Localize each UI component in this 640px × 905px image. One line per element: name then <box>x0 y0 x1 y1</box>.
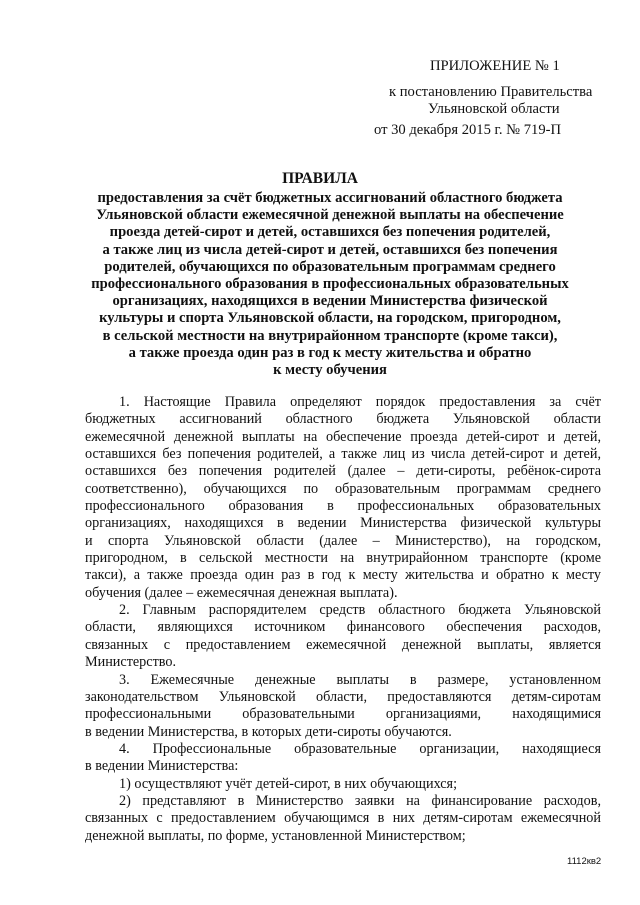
paragraph <box>85 741 601 776</box>
paragraph-line: области, являющихся источником финансового обеспечения расходов, <box>85 619 601 636</box>
paragraph-line: 2. Главным распорядителем средств областного бюджета Ульяновской <box>119 602 601 619</box>
paragraph <box>85 793 601 845</box>
paragraph-line: в ведении Министерства, в которых дети-сироты обучаются. <box>85 723 452 740</box>
paragraph-line: профессионального образования в профессиональных образовательных <box>85 498 601 515</box>
paragraph-line: ежемесячной денежной выплаты на обеспечение проезда детей-сирот и детей, <box>85 428 601 445</box>
subtitle-line: проезда детей-сирот и детей, оставшихся без попечения родителей, <box>109 224 551 241</box>
paragraph-line: оставшихся без попечения родителей (далее – дети-сироты, ребёнок-сирота <box>85 463 601 480</box>
subtitle-line: профессионального образования в профессиональных образовательных <box>91 276 569 293</box>
paragraph-line: в ведении Министерства: <box>85 758 239 775</box>
paragraph <box>85 776 601 793</box>
subtitle-line: в сельской местности на внутрирайонном транспорте (кроме такси), <box>102 327 558 344</box>
paragraph-line: 1. Настоящие Правила определяют порядок предоставления за счёт <box>119 394 601 410</box>
subtitle-line: организациях, находящихся в ведении Министерства физической <box>112 293 548 310</box>
paragraph-line: обучения (далее – ежемесячная денежная выплата). <box>85 584 398 601</box>
paragraph-line: такси), а также проезда один раз в год к месту жительства и обратно к месту <box>85 567 601 584</box>
paragraph-line: денежной выплаты, по форме, установленной Министерством; <box>85 827 466 844</box>
subtitle-line: а также лиц из числа детей-сирот и детей, оставшихся без попечения <box>102 241 558 258</box>
paragraph-line: Министерство. <box>85 654 177 671</box>
approval-reference-line: к постановлению Правительства <box>389 84 593 100</box>
paragraph-line: 2) представляют в Министерство заявки на финансирование расходов, <box>119 792 601 809</box>
document-body <box>85 394 601 845</box>
document-subtitle <box>60 190 600 379</box>
paragraph-line: пригородном, в сельской местности на внутрирайонном транспорте (кроме <box>85 550 601 567</box>
paragraph-line: связанных с предоставлением обучающимся в них детям-сиротам ежемесячной <box>85 810 601 827</box>
paragraph <box>85 394 601 602</box>
paragraph-line: связанных с предоставлением ежемесячной денежной выплаты, является <box>85 636 601 653</box>
subtitle-line: а также проезда один раз в год к месту жительства и обратно <box>128 344 532 361</box>
footer-code: 1112кв2 <box>567 856 602 867</box>
paragraph-line: оставшихся без попечения родителей, а также лиц из числа детей-сирот и детей, <box>85 446 601 463</box>
paragraph <box>85 672 601 741</box>
document-title: ПРАВИЛА <box>282 170 358 187</box>
paragraph-line: 3. Ежемесячные денежные выплаты в размере, установленном <box>119 671 601 688</box>
paragraph-line: бюджетных ассигнований областного бюджета Ульяновской области <box>85 411 601 428</box>
paragraph-line: и спорта Ульяновской области (далее – Министерство), на городском, <box>85 532 601 549</box>
paragraph-line: законодательством Ульяновской области, предоставляются детям-сиротам <box>85 688 601 705</box>
paragraph <box>85 602 601 671</box>
paragraph-line: 4. Профессиональные образовательные организации, находящиеся <box>119 740 601 757</box>
subtitle-line: предоставления за счёт бюджетных ассигнований областного бюджета <box>97 190 563 206</box>
paragraph-line: соответственно), обучающихся по образовательным программам среднего <box>85 480 601 497</box>
paragraph-line: организациях, находящихся в ведении Министерства физической культуры <box>85 515 601 532</box>
paragraph-line: 1) осуществляют учёт детей-сирот, в них обучающихся; <box>119 775 458 792</box>
subtitle-line: родителей, обучающихся по образовательным программам среднего <box>104 258 556 275</box>
subtitle-line: культуры и спорта Ульяновской области, на городском, пригородном, <box>99 310 561 327</box>
paragraph-line: профессиональными образовательными организациями, находящимися <box>85 706 601 723</box>
subtitle-line: к месту обучения <box>273 362 387 379</box>
appendix-number: ПРИЛОЖЕНИЕ № 1 <box>430 58 560 74</box>
approval-date-line: от 30 декабря 2015 г. № 719-П <box>374 122 562 138</box>
approval-region-line: Ульяновской области <box>428 101 560 117</box>
subtitle-line: Ульяновской области ежемесячной денежной выплаты на обеспечение <box>96 207 564 224</box>
